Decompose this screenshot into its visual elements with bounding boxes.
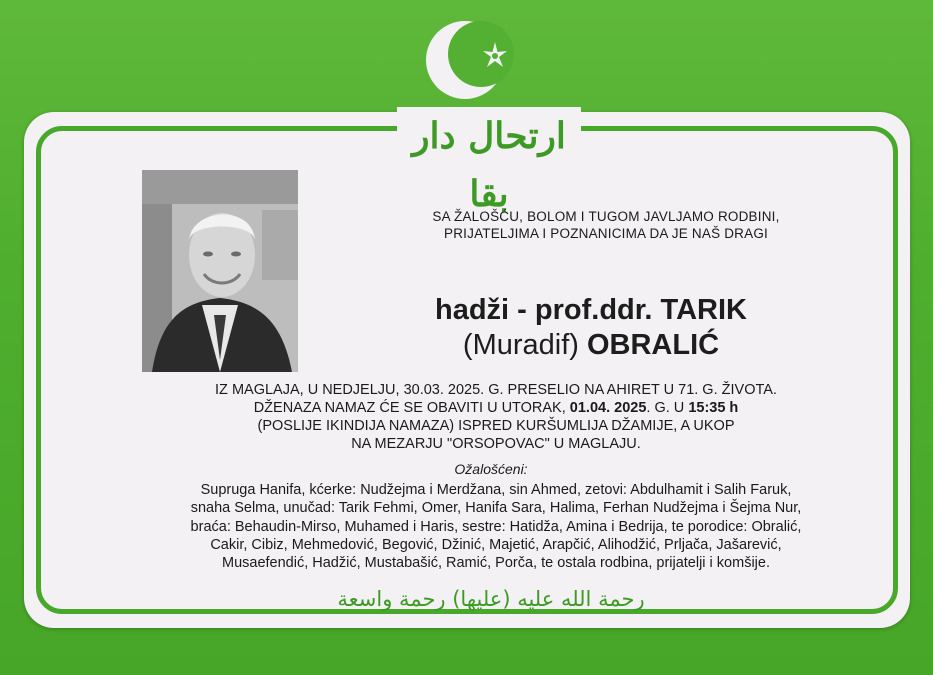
crescent-and-star-icon: [425, 14, 525, 106]
arabic-prayer-footer: رحمة الله عليه (عليها) رحمة واسعة: [337, 587, 645, 611]
arabic-calligraphy-heading: ارتحال دار بقا: [397, 107, 581, 165]
burial-time: 15:35 h: [688, 400, 739, 416]
intro-text: SA ŽALOŠĆU, BOLOM I TUGOM JAVLJAMO RODBINI, PRIJATELJIMA I POZNANICIMA DA JE NAŠ DRAGI: [432, 209, 780, 241]
obituary-card: [24, 112, 910, 628]
list-item: Cakir, Cibiz, Mehmedović, Begović, Džinić, Majetić, Arapčić, Alihodžić, Prljača, Jašarević,: [210, 536, 782, 553]
mourners-list: [136, 481, 856, 572]
deceased-surname-line: [341, 329, 841, 362]
green-frame: [36, 115, 898, 614]
burial-date: 01.04. 2025: [569, 400, 647, 416]
funeral-details: IZ MAGLAJA, U NEDJELJU, 30.03. 2025. G. PRESELIO NA AHIRET U 71. G. ŽIVOTA. DŽENAZA NAMAZ ĆE SE OBAVITI U UTORAK, 01.04. 2025. G. U 15:35 h (POSLIJE IKINDIJA NAMAZA) ISPRED KURŠUMLIJA DŽAMIJE, A UKOP NA MEZARJU "ORSOPOVAC" U MAGLAJU.: [215, 382, 777, 452]
deceased-name: hadži - prof.ddr. TARIK: [435, 294, 747, 326]
surname: OBRALIĆ: [586, 329, 720, 361]
mourners-title: Ožalošćeni:: [454, 461, 528, 477]
list-item: Supruga Hanifa, kćerke: Nudžejma i Merdžana, sin Ahmed, zetovi: Abdulhamit i Salih Faruk,: [200, 482, 792, 498]
list-item: snaha Selma, unučad: Tarik Fehmi, Omer, Hanifa Sara, Halima, Ferhan Nudžejma i Šejma Nur,: [190, 500, 802, 517]
list-item: braća: Behaudin-Mirso, Muhamed i Haris, sestre: Hatidža, Amina i Bedrija, te porodice: Obralić,: [190, 518, 802, 535]
father-name: (Muradif): [462, 329, 579, 361]
list-item: Musaefendić, Hadžić, Mustabašić, Ramić, Porča, te ostala rodbina, prijatelji i komšije.: [221, 555, 770, 572]
portrait-photo: [142, 170, 298, 372]
